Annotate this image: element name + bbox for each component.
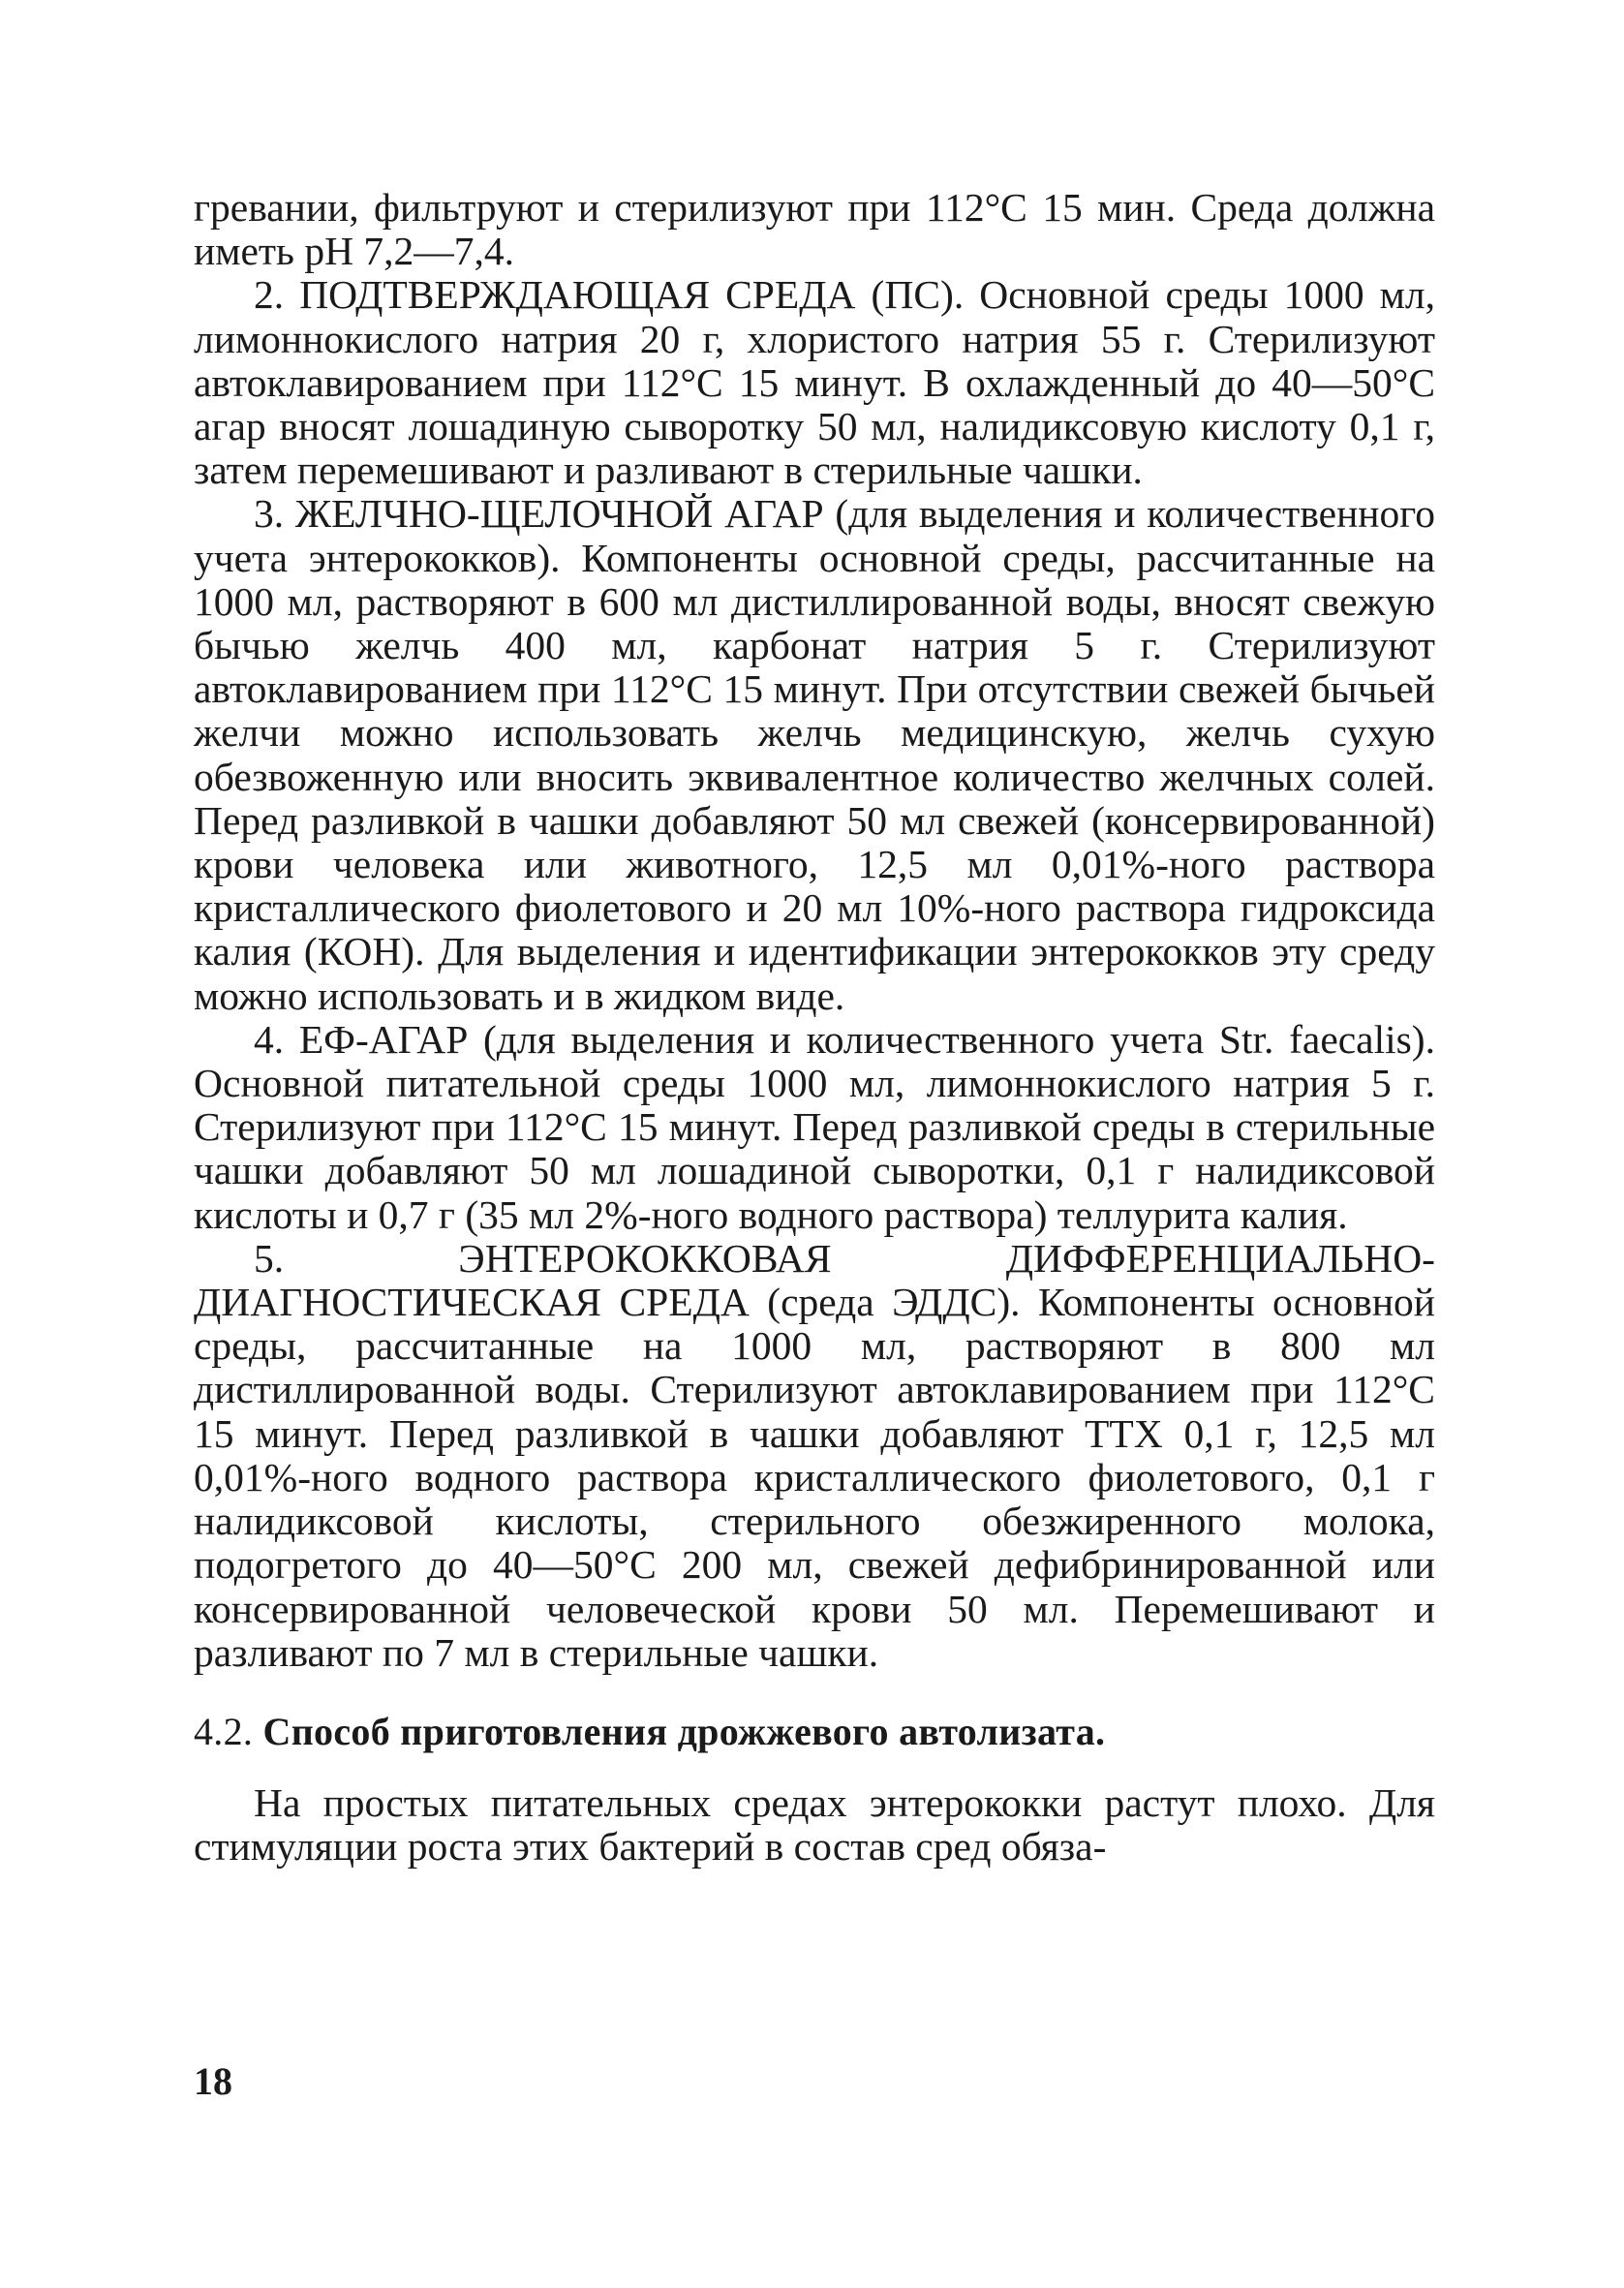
paragraph-continuation: гревании, фильтруют и стерилизуют при 112°С 15 мин. Среда должна иметь pH 7,2—7,4.	[194, 185, 1435, 274]
paragraph-bile-alkaline-agar: 3. ЖЕЛЧНО-ЩЕЛОЧНОЙ АГАР (для выделения и количественного учета энтерококков). Компоненты основной среды, рассчитанные на 1000 мл, растворяют в 600 мл дистиллированной воды, вносят свежую бычью желчь 400 мл, карбонат натрия 5 г. Стерилизуют автоклавированием при 112°С 15 минут. При отсутствии свежей бычьей желчи можно использовать желчь медицинскую, желчь сухую обезвоженную или вносить эквивалентное количество желчных солей. Перед разливкой в чашки добавляют 50 мл свежей (консервированной) крови человека или животного, 12,5 мл 0,01%-ного раствора кристаллического фиолетового и 20 мл 10%-ного раствора гидроксида калия (КОН). Для выделения и идентификации энтерококков эту среду можно использовать и в жидком виде.	[194, 491, 1435, 1018]
page-body	[194, 186, 1435, 1869]
paragraph-eddc-medium: 5. ЭНТЕРОКОККОВАЯ ДИФФЕРЕНЦИАЛЬНО-ДИАГНОСТИЧЕСКАЯ СРЕДА (среда ЭДДС). Компоненты основной среды, рассчитанные на 1000 мл, растворяют в 800 мл дистиллированной воды. Стерилизуют автоклавированием при 112°С 15 минут. Перед разливкой в чашки добавляют ТТХ 0,1 г, 12,5 мл 0,01%-ного водного раствора кристаллического фиолетового, 0,1 г налидиксовой кислоты, стерильного обезжиренного молока, подогретого до 40—50°С 200 мл, свежей дефибринированной или консервированной человеческой крови 50 мл. Перемешивают и разливают по 7 мл в стерильные чашки.	[194, 1235, 1435, 1675]
paragraph-ef-agar: 4. ЕФ-АГАР (для выделения и количественного учета Str. faecalis). Основной питательной среды 1000 мл, лимоннокислого натрия 5 г. Стерилизуют при 112°С 15 минут. Перед разливкой среды в стерильные чашки добавляют 50 мл лошадиной сыворотки, 0,1 г налидиксовой кислоты и 0,7 г (35 мл 2%-ного водного раствора) теллурита калия.	[194, 1016, 1435, 1237]
paragraph-confirming-medium: 2. ПОДТВЕРЖДАЮЩАЯ СРЕДА (ПС). Основной среды 1000 мл, лимоннокислого натрия 20 г, хлористого натрия 55 г. Стерилизуют автоклавированием при 112°С 15 минут. В охлажденный до 40—50°С агар вносят лошадиную сыворотку 50 мл, налидиксовую кислоту 0,1 г, затем перемешивают и разливают в стерильные чашки.	[194, 272, 1435, 493]
paragraph-yeast-autolysate: На простых питательных средах энтерококки растут плохо. Для стимуляции роста этих бактерий в состав сред обяза-	[194, 1779, 1435, 1870]
page-number: 18	[194, 2059, 232, 2103]
section-number: 4.2.	[194, 1709, 254, 1753]
section-title: Способ приготовления дрожжевого автолизата.	[262, 1709, 1106, 1753]
section-heading	[194, 1710, 1435, 1754]
